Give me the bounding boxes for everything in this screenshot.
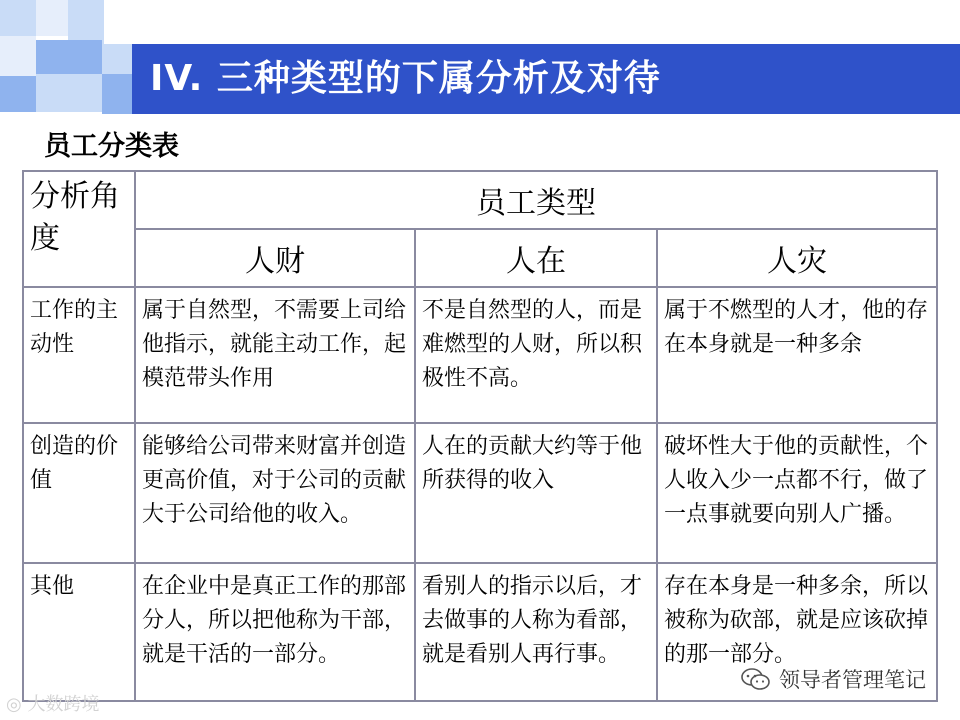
table-cell: 在企业中是真正工作的那部分人，所以把他称为干部，就是干活的一部分。 — [135, 563, 415, 701]
table-cell: 人在的贡献大约等于他所获得的收入 — [415, 423, 657, 563]
decor-square — [36, 0, 68, 36]
watermark-right-text: 领导者管理笔记 — [779, 668, 926, 692]
column-header: 人灾 — [657, 229, 937, 287]
page-title: IV. 三种类型的下属分析及对待 — [150, 58, 661, 99]
decor-square — [102, 74, 132, 114]
decor-square — [102, 44, 132, 74]
row-label: 创造的价值 — [23, 423, 135, 563]
watermark-logo-icon: ◎ — [6, 694, 22, 715]
wechat-icon — [741, 667, 771, 691]
employee-classification-table — [22, 170, 938, 702]
decor-square — [0, 36, 36, 76]
watermark-left — [6, 690, 99, 716]
table-row — [23, 423, 937, 563]
watermark-left-text: 大数跨境 — [27, 694, 100, 715]
watermark-right — [741, 664, 926, 694]
table-cell: 属于不燃型的人才，他的存在本身就是一种多余 — [657, 287, 937, 423]
table-cell: 属于自然型，不需要上司给他指示，就能主动工作，起模范带头作用 — [135, 287, 415, 423]
table-cell: 存在本身是一种多余，所以被称为砍部，就是应该砍掉的那一部分。 — [657, 563, 937, 701]
analysis-angle-header: 分析角度 — [23, 171, 135, 287]
table-cell: 看别人的指示以后，才去做事的人称为看部，就是看别人再行事。 — [415, 563, 657, 701]
table-row — [23, 287, 937, 423]
decor-square — [0, 0, 36, 36]
table-cell: 能够给公司带来财富并创造更高价值，对于公司的贡献大于公司给他的收入。 — [135, 423, 415, 563]
table-cell: 不是自然型的人，而是难燃型的人财，所以积极性不高。 — [415, 287, 657, 423]
column-header: 人在 — [415, 229, 657, 287]
decor-square — [36, 74, 102, 112]
row-label: 工作的主动性 — [23, 287, 135, 423]
table-caption: 员工分类表 — [44, 131, 179, 162]
column-header: 人财 — [135, 229, 415, 287]
decor-square — [36, 40, 102, 74]
table-cell: 破坏性大于他的贡献性，个人收入少一点都不行，做了一点事就要向别人广播。 — [657, 423, 937, 563]
employee-type-header: 员工类型 — [135, 171, 937, 229]
decor-square — [0, 76, 36, 112]
row-label: 其他 — [23, 563, 135, 701]
